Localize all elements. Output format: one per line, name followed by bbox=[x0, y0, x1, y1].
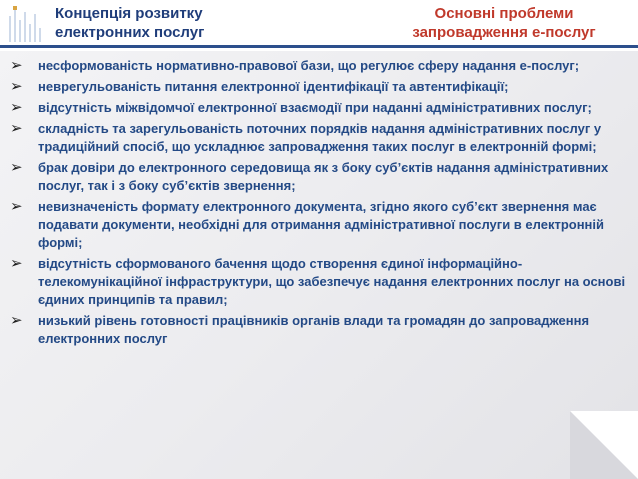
list-item-text: брак довіри до електронного середовища як з боку суб’єктів надання адміністративних послуг, так і з боку суб’єктів звернення; bbox=[38, 160, 609, 193]
list-item-text: відсутність міжвідомчої електронної взаємодії при наданні адміністративних послуг; bbox=[38, 100, 592, 115]
content-panel bbox=[0, 51, 638, 479]
list-item bbox=[8, 57, 626, 75]
arrow-bullet-icon: ➢ bbox=[10, 255, 23, 272]
list-item bbox=[8, 159, 626, 195]
page-fold-corner bbox=[570, 411, 638, 479]
list-item bbox=[8, 78, 626, 96]
list-item bbox=[8, 99, 626, 117]
list-item bbox=[8, 198, 626, 252]
list-item-text: відсутність сформованого бачення щодо створення єдиної інформаційно-телекомунікаційної інфраструктури, що забезпечує надання електронних послуг на основі єдиних принципів та правил; bbox=[38, 256, 626, 307]
list-item-text: неврегульованість питання електронної ідентифікації та автентифікації; bbox=[38, 79, 509, 94]
list-item bbox=[8, 312, 626, 348]
list-item bbox=[8, 255, 626, 309]
arrow-bullet-icon: ➢ bbox=[10, 312, 23, 329]
list-item-text: низький рівень готовності працівників органів влади та громадян до запровадження електронних послуг bbox=[38, 313, 590, 346]
arrow-bullet-icon: ➢ bbox=[10, 198, 23, 215]
problems-list bbox=[8, 57, 626, 351]
list-item-text: складність та зарегульованість поточних порядків надання адміністративних послуг у традиційний спосіб, що ускладнює запровадження таких послуг в електронній формі; bbox=[38, 121, 602, 154]
list-item-text: несформованість нормативно-правової бази, що регулює сферу надання е-послуг; bbox=[38, 58, 580, 73]
header bbox=[0, 0, 638, 46]
list-item bbox=[8, 120, 626, 156]
concept-title: Концепція розвитку електронних послуг bbox=[55, 5, 205, 41]
arrow-bullet-icon: ➢ bbox=[10, 120, 23, 137]
arrow-bullet-icon: ➢ bbox=[10, 78, 23, 95]
arrow-bullet-icon: ➢ bbox=[10, 159, 23, 176]
logo-icon bbox=[4, 2, 46, 42]
arrow-bullet-icon: ➢ bbox=[10, 99, 23, 116]
header-divider bbox=[0, 45, 638, 48]
list-item-text: невизначеність формату електронного документа, згідно якого суб’єкт звернення має подавати документи, необхідні для отримання адміністративної послуги в електронній формі; bbox=[38, 199, 605, 250]
arrow-bullet-icon: ➢ bbox=[10, 57, 23, 74]
section-title: Основні проблеми запровадження е-послуг bbox=[412, 5, 596, 41]
